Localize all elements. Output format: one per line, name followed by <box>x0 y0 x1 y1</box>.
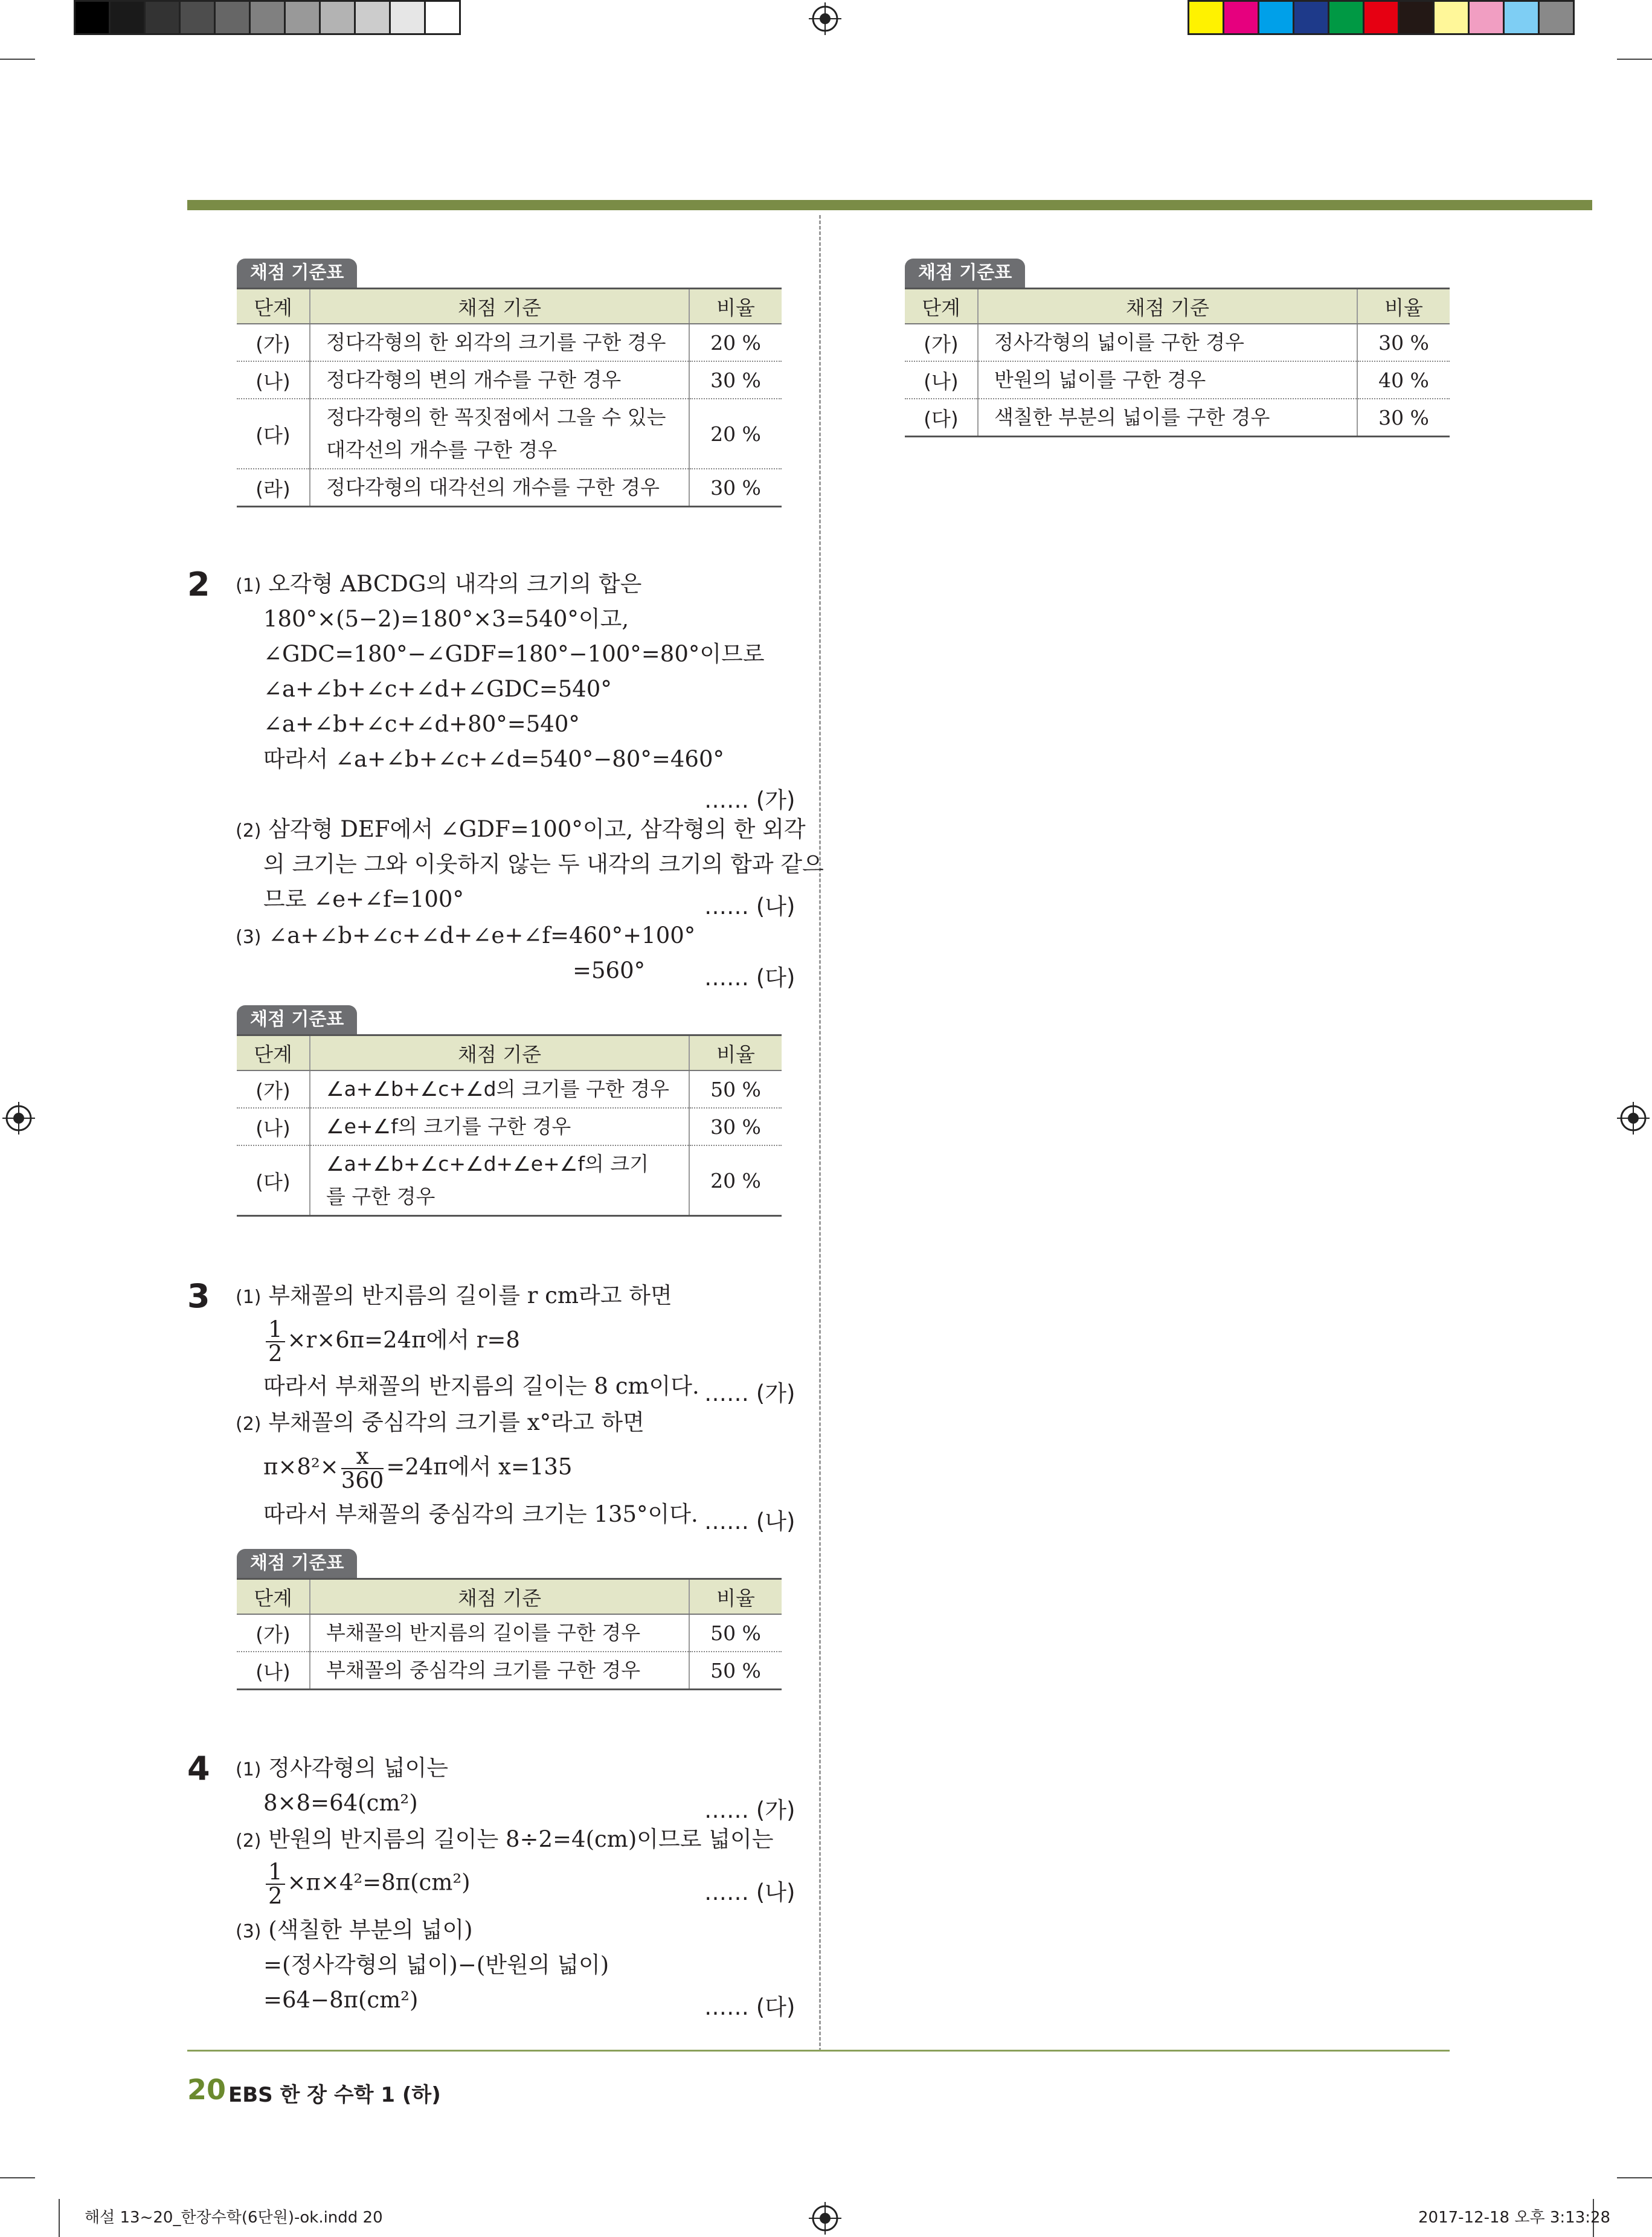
sub-label: (1) <box>236 1287 262 1308</box>
solution-text: 정사각형의 넓이는 <box>268 1755 448 1781</box>
solution-line <box>236 1409 644 1438</box>
col-header-ratio: 비율 <box>689 1579 782 1615</box>
table-row <box>237 399 782 469</box>
solution-line: 180°×(5−2)=180°×3=540°이고, <box>263 606 629 632</box>
scoring-table <box>237 288 782 507</box>
scoring-table-1 <box>237 259 782 507</box>
ratio-cell: 50 % <box>689 1614 782 1652</box>
crop-mark <box>59 2199 60 2237</box>
col-header-step: 단계 <box>905 289 978 324</box>
solution-line <box>263 1445 572 1492</box>
col-header-ratio: 비율 <box>689 1035 782 1071</box>
step-cell: (가) <box>237 1070 310 1108</box>
solution-text: ×π×4²=8π(cm²) <box>287 1869 471 1896</box>
ratio-cell: 20 % <box>689 1145 782 1216</box>
solution-line <box>236 1916 473 1946</box>
criteria-line: ∠a+∠b+∠c+∠d+∠e+∠f의 크기 <box>326 1152 649 1176</box>
header-accent-bar <box>187 200 1592 210</box>
fraction <box>266 1318 285 1365</box>
ratio-cell: 20 % <box>689 324 782 361</box>
step-cell: (가) <box>237 1614 310 1652</box>
criteria-cell: 정다각형의 대각선의 개수를 구한 경우 <box>310 469 689 507</box>
color-swatch <box>1363 0 1400 35</box>
footer-rule <box>187 2050 1450 2052</box>
ratio-cell: 50 % <box>689 1652 782 1690</box>
ratio-cell: 30 % <box>689 1108 782 1145</box>
ratio-cell: 30 % <box>689 361 782 399</box>
solution-text: (색칠한 부분의 넓이) <box>268 1917 473 1943</box>
col-header-criteria: 채점 기준 <box>978 289 1357 324</box>
solution-line: =560° <box>573 958 646 983</box>
solution-line: =64−8π(cm²) <box>263 1987 419 2013</box>
col-header-ratio: 비율 <box>1357 289 1450 324</box>
grayscale-swatch <box>74 0 111 35</box>
ratio-cell: 30 % <box>1357 324 1450 361</box>
scoring-table-2 <box>237 1005 782 1217</box>
ratio-cell: 20 % <box>689 399 782 469</box>
scoring-table <box>237 1034 782 1217</box>
page-number: 20 <box>187 2073 227 2106</box>
solution-line: 따라서 부채꼴의 중심각의 크기는 135°이다. <box>263 1501 698 1527</box>
scoring-table <box>237 1578 782 1690</box>
grayscale-swatch <box>249 0 286 35</box>
criteria-line: 대각선의 개수를 구한 경우 <box>326 438 558 462</box>
color-swatch <box>1328 0 1364 35</box>
solution-line <box>263 1318 520 1365</box>
step-marker: …… (가) <box>704 787 795 813</box>
solution-text: 부채꼴의 중심각의 크기를 x°라고 하면 <box>268 1409 644 1435</box>
solution-line: ∠a+∠b+∠c+∠d+∠GDC=540° <box>263 676 612 702</box>
grayscale-swatch <box>319 0 356 35</box>
solution-text: 부채꼴의 반지름의 길이를 r cm라고 하면 <box>268 1283 672 1308</box>
scoring-table-tag: 채점 기준표 <box>237 259 357 288</box>
table-row <box>237 324 782 361</box>
solution-text: 삼각형 DEF에서 ∠GDF=100°이고, 삼각형의 한 외각 <box>268 816 806 842</box>
scoring-table-3 <box>237 1549 782 1690</box>
solution-line: 의 크기는 그와 이웃하지 않는 두 내각의 크기의 합과 같으 <box>263 851 824 877</box>
step-cell: (나) <box>237 1108 310 1145</box>
fraction-denominator: 2 <box>268 1883 283 1909</box>
registration-mark-icon <box>809 2202 841 2235</box>
crop-mark <box>1617 2177 1652 2178</box>
color-swatch <box>1223 0 1259 35</box>
col-header-criteria: 채점 기준 <box>310 1579 689 1615</box>
grayscale-swatch <box>179 0 216 35</box>
problem-number: 2 <box>187 565 210 604</box>
fraction <box>341 1445 384 1492</box>
scoring-table <box>905 288 1450 437</box>
grayscale-swatch <box>214 0 251 35</box>
scoring-table-tag: 채점 기준표 <box>237 1549 357 1578</box>
fraction <box>266 1861 285 1908</box>
fraction-denominator: 360 <box>341 1467 384 1493</box>
fraction-denominator: 2 <box>268 1341 283 1366</box>
table-row <box>905 324 1450 361</box>
criteria-cell: 정다각형의 한 외각의 크기를 구한 경우 <box>310 324 689 361</box>
registration-mark-icon <box>809 2 841 35</box>
criteria-cell <box>310 1145 689 1216</box>
criteria-cell: 색칠한 부분의 넓이를 구한 경우 <box>978 399 1357 437</box>
grayscale-swatch <box>424 0 461 35</box>
step-cell: (다) <box>905 399 978 437</box>
ratio-cell: 30 % <box>1357 399 1450 437</box>
criteria-cell: ∠e+∠f의 크기를 구한 경우 <box>310 1108 689 1145</box>
sub-label: (3) <box>236 1921 262 1942</box>
table-row <box>905 399 1450 437</box>
slug-filename: 해설 13~20_한장수학(6단원)-ok.indd 20 <box>85 2209 383 2227</box>
col-header-step: 단계 <box>237 1579 310 1615</box>
fraction-numerator: 1 <box>266 1861 285 1885</box>
problem-number: 4 <box>187 1749 210 1788</box>
criteria-cell: 부채꼴의 중심각의 크기를 구한 경우 <box>310 1652 689 1690</box>
column-divider <box>819 215 821 2052</box>
solution-line <box>263 1861 471 1908</box>
solution-line <box>236 1282 672 1312</box>
fraction-numerator: 1 <box>266 1318 285 1342</box>
sub-label: (2) <box>236 820 262 842</box>
crop-mark <box>1617 59 1652 60</box>
criteria-line: 를 구한 경우 <box>326 1185 435 1208</box>
table-row <box>237 1614 782 1652</box>
criteria-cell: ∠a+∠b+∠c+∠d의 크기를 구한 경우 <box>310 1070 689 1108</box>
step-cell: (가) <box>905 324 978 361</box>
color-swatch <box>1258 0 1294 35</box>
ratio-cell: 30 % <box>689 469 782 507</box>
col-header-criteria: 채점 기준 <box>310 1035 689 1071</box>
solution-line <box>236 922 695 951</box>
scoring-table-right <box>905 259 1450 437</box>
criteria-cell: 정사각형의 넓이를 구한 경우 <box>978 324 1357 361</box>
table-row <box>237 1652 782 1690</box>
step-cell: (나) <box>237 1652 310 1690</box>
scoring-table-tag: 채점 기준표 <box>237 1005 357 1034</box>
grayscale-swatch <box>109 0 146 35</box>
solution-line <box>236 570 641 600</box>
criteria-cell: 부채꼴의 반지름의 길이를 구한 경우 <box>310 1614 689 1652</box>
solution-line <box>236 1826 773 1855</box>
solution-text: ∠a+∠b+∠c+∠d+∠e+∠f=460°+100° <box>268 922 696 948</box>
grayscale-swatch <box>144 0 181 35</box>
sub-label: (2) <box>236 1830 262 1852</box>
table-row <box>905 361 1450 399</box>
col-header-step: 단계 <box>237 289 310 324</box>
slug-timestamp: 2017-12-18 오후 3:13:28 <box>1418 2209 1611 2227</box>
step-cell: (가) <box>237 324 310 361</box>
step-cell: (나) <box>905 361 978 399</box>
fraction-numerator: x <box>341 1445 384 1469</box>
step-marker: …… (다) <box>704 965 795 991</box>
grayscale-swatch <box>354 0 391 35</box>
sub-label: (2) <box>236 1414 262 1435</box>
solution-text: =24π에서 x=135 <box>386 1453 573 1480</box>
footer-book-title: EBS 한 장 수학 1 (하) <box>228 2083 441 2107</box>
step-marker: …… (가) <box>704 1380 795 1406</box>
solution-line: 따라서 ∠a+∠b+∠c+∠d=540°−80°=460° <box>263 746 724 772</box>
step-cell: (라) <box>237 469 310 507</box>
solution-text: 오각형 ABCDG의 내각의 크기의 합은 <box>268 571 642 597</box>
table-row <box>237 1070 782 1108</box>
criteria-cell: 반원의 넓이를 구한 경우 <box>978 361 1357 399</box>
solution-line: =(정사각형의 넓이)−(반원의 넓이) <box>263 1952 609 1978</box>
col-header-ratio: 비율 <box>689 289 782 324</box>
table-row <box>237 469 782 507</box>
solution-line: 8×8=64(cm²) <box>263 1790 418 1816</box>
table-row <box>237 361 782 399</box>
solution-line <box>236 1754 448 1784</box>
sub-label: (1) <box>236 1759 262 1780</box>
criteria-cell: 정다각형의 변의 개수를 구한 경우 <box>310 361 689 399</box>
step-cell: (나) <box>237 361 310 399</box>
registration-mark-icon <box>2 1102 35 1135</box>
grayscale-swatch <box>389 0 426 35</box>
criteria-line: 정다각형의 한 꼭짓점에서 그을 수 있는 <box>326 405 666 429</box>
solution-text: ×r×6π=24π에서 r=8 <box>287 1327 520 1353</box>
step-cell: (다) <box>237 399 310 469</box>
color-swatch <box>1468 0 1505 35</box>
solution-text: π×8²× <box>263 1453 339 1480</box>
solution-line <box>236 816 806 845</box>
step-marker: …… (가) <box>704 1797 795 1823</box>
color-swatch <box>1293 0 1329 35</box>
step-cell: (다) <box>237 1145 310 1216</box>
col-header-criteria: 채점 기준 <box>310 289 689 324</box>
table-row <box>237 1108 782 1145</box>
color-swatch <box>1398 0 1435 35</box>
col-header-step: 단계 <box>237 1035 310 1071</box>
sub-label: (3) <box>236 927 262 948</box>
table-row <box>237 1145 782 1216</box>
crop-mark <box>0 2177 35 2178</box>
solution-line: 므로 ∠e+∠f=100° <box>263 886 464 912</box>
problem-number: 3 <box>187 1277 210 1315</box>
criteria-cell <box>310 399 689 469</box>
crop-mark <box>0 59 35 60</box>
color-swatch <box>1503 0 1540 35</box>
scoring-table-tag: 채점 기준표 <box>905 259 1025 288</box>
step-marker: …… (다) <box>704 1994 795 2020</box>
registration-mark-icon <box>1617 1102 1650 1135</box>
grayscale-swatch <box>284 0 321 35</box>
step-marker: …… (나) <box>704 1879 795 1905</box>
step-marker: …… (나) <box>704 893 795 919</box>
ratio-cell: 40 % <box>1357 361 1450 399</box>
sub-label: (1) <box>236 575 262 596</box>
color-swatch <box>1538 0 1575 35</box>
color-swatch <box>1188 0 1224 35</box>
ratio-cell: 50 % <box>689 1070 782 1108</box>
color-swatch <box>1433 0 1470 35</box>
solution-text: 반원의 반지름의 길이는 8÷2=4(cm)이므로 넓이는 <box>268 1826 774 1852</box>
solution-line: 따라서 부채꼴의 반지름의 길이는 8 cm이다. <box>263 1373 699 1399</box>
step-marker: …… (나) <box>704 1508 795 1534</box>
solution-line: ∠GDC=180°−∠GDF=180°−100°=80°이므로 <box>263 641 765 667</box>
solution-line: ∠a+∠b+∠c+∠d+80°=540° <box>263 711 580 737</box>
